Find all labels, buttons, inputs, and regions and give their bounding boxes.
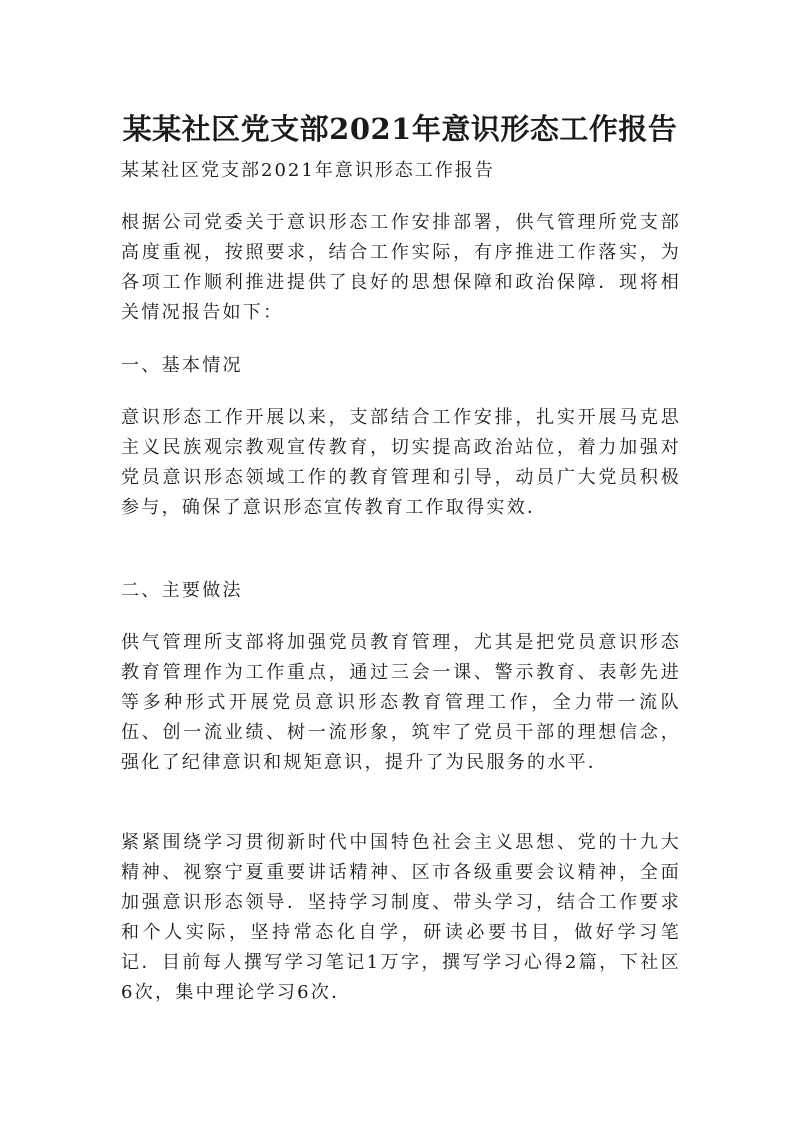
- section-heading-basic-situation: 一、基本情况: [121, 355, 243, 376]
- paragraph-intro: 根据公司党委关于意识形态工作安排部署，供气管理所党支部高度重视，按照要求，结合工作实际，有序推进工作落实，为各项工作顺利推进提供了良好的思想保障和政治保障．现将相关情况报告如下：: [121, 212, 681, 323]
- paragraph-main-practices: 供气管理所支部将加强党员教育管理，尤其是把党员意识形态教育管理作为工作重点，通过三会一课、警示教育、表彰先进等多种形式开展党员意识形态教育管理工作，全力带一流队伍、创一流业绩、树一流形象，筑牢了党员干部的理想信念，强化了纪律意识和规矩意识，提升了为民服务的水平．: [121, 632, 681, 773]
- document-subtitle: 某某社区党支部2021年意识形态工作报告: [121, 160, 495, 181]
- document-title: 某某社区党支部2021年意识形态工作报告: [122, 112, 678, 146]
- section-heading-main-practices: 二、主要做法: [121, 580, 243, 601]
- paragraph-basic-situation: 意识形态工作开展以来，支部结合工作安排，扎实开展马克思主义民族观宗教观宣传教育，切实提高政治站位，着力加强对党员意识形态领域工作的教育管理和引导，动员广大党员积极参与，确保了意识形态宣传教育工作取得实效．: [121, 407, 681, 518]
- paragraph-study-activities: 紧紧围绕学习贯彻新时代中国特色社会主义思想、党的十九大精神、视察宁夏重要讲话精神、区市各级重要会议精神，全面加强意识形态领导．坚持学习制度、带头学习，结合工作要求和个人实际，坚持常态化自学，研读必要书目，做好学习笔记．目前每人撰写学习笔记1万字，撰写学习心得2篇，下社区6次，集中理论学习6次．: [121, 832, 681, 1003]
